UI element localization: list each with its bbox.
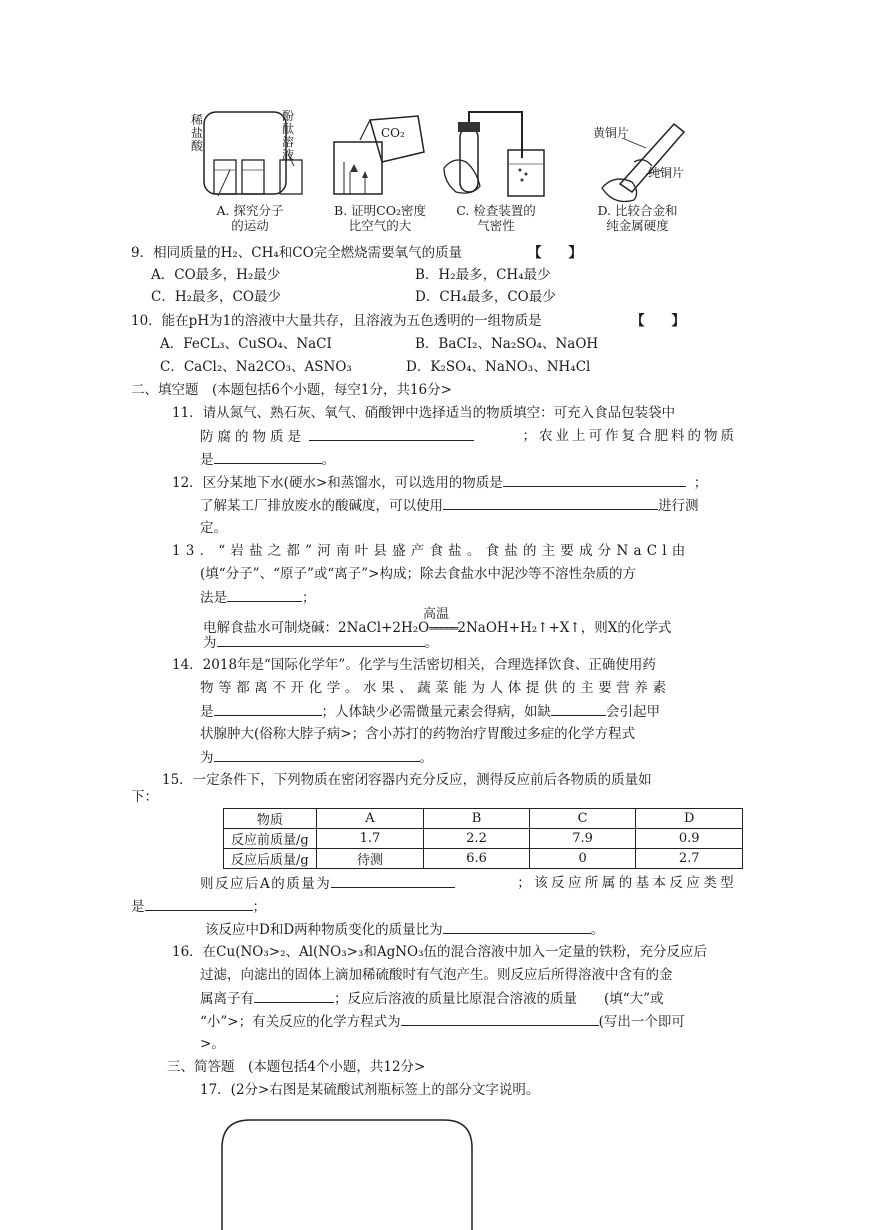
q13-blank-2[interactable] bbox=[217, 632, 425, 647]
figure-a-label-acid: 稀盐酸 bbox=[191, 113, 204, 153]
q11-blank-1[interactable] bbox=[309, 426, 474, 441]
q14-line-1: 14．2018年是“国际化学年”。化学与生活密切相关，合理选择饮食、正确使用药 bbox=[172, 657, 656, 673]
figure-a-caption-line1: A. 探究分子 bbox=[216, 203, 284, 218]
q12-blank-1[interactable] bbox=[503, 472, 686, 487]
table-header-cell: 物质 bbox=[224, 809, 317, 829]
q14-text-as: 为 bbox=[200, 750, 214, 766]
figure-d-label-copper: 纯铜片 bbox=[648, 166, 685, 180]
q11-text-antiseptic: 防腐的物质是 bbox=[200, 429, 305, 445]
q12-text-distinguish: 12．区分某地下水(硬水>和蒸馏水，可以选用的物质是 bbox=[172, 475, 503, 491]
q13-text-method: 法是 bbox=[200, 590, 227, 606]
q12-text-ph: 了解某工厂排放废水的酸碱度，可以使用 bbox=[200, 498, 443, 514]
figure-b-illustration bbox=[330, 112, 430, 198]
table-cell: 待测 bbox=[316, 849, 424, 869]
q16-line-1: 16．在Cu(NO₃>₂、Al(NO₃>₃和AgNO₃伍的混合溶液中加入一定量的铁粉，充分反应后 bbox=[172, 944, 708, 960]
q10-option-d: D．K₂SO₄、NaNO₃、NH₄Cl bbox=[406, 359, 591, 375]
q10-option-b: B．BaCI₂、Na₂SO₄、NaOH bbox=[415, 336, 599, 352]
table-cell: 7.9 bbox=[529, 829, 636, 849]
q15-text-is: 是 bbox=[131, 899, 145, 915]
q9-answer-bracket: 【 】 bbox=[528, 245, 582, 261]
q11-period: 。 bbox=[321, 452, 335, 468]
table-header-row bbox=[224, 809, 743, 829]
q13-period: 。 bbox=[424, 635, 438, 651]
table-header-cell: C bbox=[529, 809, 636, 829]
q12-line-1 bbox=[172, 472, 707, 493]
q12-line-3: 定。 bbox=[200, 520, 227, 536]
q15-line-3 bbox=[200, 873, 737, 894]
q14-line-5 bbox=[200, 747, 433, 768]
q15-line-5 bbox=[205, 919, 604, 940]
q14-line-3 bbox=[200, 701, 660, 722]
table-cell: 反应前质量/g bbox=[224, 829, 317, 849]
q9-stem: 9．相同质量的H₂、CH₄和CO完全燃烧需要氧气的质量 bbox=[131, 245, 463, 261]
q13-text-as: 为 bbox=[203, 635, 217, 651]
q14-blank-1[interactable] bbox=[214, 701, 322, 716]
figure-c-caption-line1: C. 检查装置的 bbox=[456, 203, 536, 218]
q13-equals-sign: ═════ bbox=[429, 622, 458, 635]
q13-text-products: 2NaOH+H₂↑+X↑，则X的化学式 bbox=[457, 620, 672, 636]
q16-blank-2[interactable] bbox=[401, 1011, 599, 1026]
table-header-cell: B bbox=[424, 809, 530, 829]
q15-line-4 bbox=[131, 896, 266, 917]
figure-c-illustration bbox=[442, 108, 552, 200]
q11-line-1: 11．请从氮气、熟石灰、氧气、硝酸钾中选择适当的物质填空：可充入食品包装袋中 bbox=[172, 405, 676, 421]
figure-c-caption-line2: 气密性 bbox=[477, 218, 515, 233]
q11-text-is: 是 bbox=[200, 452, 214, 468]
section-3-heading: 三、简答题 (本题包括4个小题，共12分> bbox=[167, 1059, 426, 1075]
q16-line-5: >。 bbox=[200, 1036, 225, 1052]
q9-option-b: B．H₂最多，CH₄最少 bbox=[415, 267, 551, 283]
q12-blank-2[interactable] bbox=[443, 495, 658, 510]
q15-text-reaction-type: ；该反应所属的基本反应类型 bbox=[517, 875, 737, 891]
q9-option-d: D．CH₄最多，CO最少 bbox=[415, 289, 556, 305]
q13-condition-high-temp: 高温 bbox=[423, 607, 450, 622]
q15-mass-table bbox=[223, 808, 743, 869]
figure-d-caption-line2: 纯金属硬度 bbox=[606, 218, 669, 233]
table-row bbox=[224, 849, 743, 869]
table-cell: 2.7 bbox=[636, 849, 743, 869]
q14-text-trace-elements: ；人体缺少必需微量元素会得病，如缺 bbox=[321, 704, 551, 720]
q15-text-mass-a: 则反应后A的质量为 bbox=[200, 876, 332, 892]
section-2-heading: 二、填空题 (本题包括6个小题，每空1分，共16分> bbox=[131, 382, 452, 398]
figure-d-label-brass: 黄铜片 bbox=[593, 126, 630, 140]
q17-stem: 17．(2分>右图是某硫酸试剂瓶标签上的部分文字说明。 bbox=[200, 1082, 540, 1098]
q16-text-write-one: (写出一个即可 bbox=[598, 1014, 685, 1030]
q10-option-c: C．CaCl₂、Na2CO₃、ASNO₃ bbox=[160, 359, 352, 375]
q10-stem: 10．能在pH为1的溶液中大量共存，且溶液为五色透明的一组物质是 bbox=[131, 313, 542, 329]
table-cell: 0.9 bbox=[636, 829, 743, 849]
q11-text-fertilizer: ；农业上可作复合肥料的物质 bbox=[522, 428, 737, 444]
q15-blank-3[interactable] bbox=[443, 919, 591, 934]
figure-b-caption-line2: 比空气的大 bbox=[348, 218, 412, 233]
q15-period: 。 bbox=[590, 922, 605, 938]
q15-text-mass-ratio: 该反应中D和D两种物质变化的质量比为 bbox=[205, 922, 443, 938]
q15-line-1: 15．一定条件下，下列物质在密闭容器内充分反应，测得反应前后各物质的质量如 bbox=[162, 772, 652, 788]
q12-line-2 bbox=[200, 495, 699, 516]
q13-line-5 bbox=[203, 632, 438, 653]
table-row bbox=[224, 829, 743, 849]
q12-semicolon: ； bbox=[693, 475, 708, 491]
q13-line-2: (填“分子”、“原子”或“离子”>构成；除去食盐水中泥沙等不溶性杂质的方 bbox=[200, 566, 636, 582]
q11-line-3 bbox=[200, 449, 335, 470]
q13-semicolon: ； bbox=[302, 590, 316, 606]
table-cell: 1.7 bbox=[316, 829, 424, 849]
q13-blank-1[interactable] bbox=[227, 587, 302, 602]
table-cell: 0 bbox=[529, 849, 636, 869]
q16-text-solution-mass: ；反应后溶液的质量比原混合溶液的质量 (填“大”或 bbox=[334, 991, 664, 1007]
figure-a-caption-line2: 的运动 bbox=[231, 218, 269, 233]
table-cell: 反应后质量/g bbox=[224, 849, 317, 869]
q14-line-2: 物等都离不开化学。水果、蔬菜能为人体提供的主要营养素 bbox=[200, 680, 671, 696]
q15-line-2: 下： bbox=[131, 789, 158, 805]
q13-line-3 bbox=[200, 587, 316, 608]
q9-option-c: C．H₂最多，CO最少 bbox=[151, 289, 281, 305]
q16-line-3 bbox=[200, 988, 664, 1009]
q10-answer-bracket: 【 】 bbox=[631, 313, 685, 329]
q13-text-electrolysis: 电解食盐水可制烧碱：2NaCl+2H₂O bbox=[203, 620, 430, 636]
q10-option-a: A．FeCL₃、CuSO₄、NaCI bbox=[160, 336, 332, 352]
table-header-cell: A bbox=[316, 809, 424, 829]
q9-option-a: A．CO最多，H₂最少 bbox=[151, 267, 281, 283]
q13-line-1: 13．“岩盐之都”河南叶县盛产食盐。食盐的主要成分NaCl由 bbox=[172, 543, 691, 559]
q16-text-equation: “小”>；有关反应的化学方程式为 bbox=[200, 1014, 401, 1030]
q14-text-is: 是 bbox=[200, 704, 214, 720]
q11-line-2 bbox=[200, 426, 737, 447]
table-cell: 6.6 bbox=[424, 849, 530, 869]
q14-text-thyroid: 会引起甲 bbox=[606, 704, 660, 720]
reagent-label-outline bbox=[220, 1118, 476, 1230]
q14-blank-3[interactable] bbox=[214, 747, 420, 762]
q14-period: 。 bbox=[419, 750, 433, 766]
q16-line-4 bbox=[200, 1011, 685, 1032]
q15-semicolon: ； bbox=[252, 899, 266, 915]
figure-b-caption-line1: B. 证明CO₂密度 bbox=[334, 203, 426, 218]
table-cell: 2.2 bbox=[424, 829, 530, 849]
figure-d-caption-line1: D. 比较合金和 bbox=[597, 203, 678, 218]
q14-blank-2[interactable] bbox=[551, 701, 606, 716]
q14-line-4: 状腺肿大(俗称大脖子病>；含小苏打的药物治疗胃酸过多症的化学方程式 bbox=[200, 726, 636, 742]
q15-blank-1[interactable] bbox=[331, 873, 455, 888]
table-header-cell: D bbox=[636, 809, 743, 829]
q15-blank-2[interactable] bbox=[145, 896, 253, 911]
q12-text-measure: 进行测 bbox=[658, 498, 699, 514]
q11-blank-2[interactable] bbox=[214, 449, 322, 464]
q16-blank-1[interactable] bbox=[254, 988, 334, 1003]
q16-line-2: 过滤，向滤出的固体上滴加稀硫酸时有气泡产生。则反应后所得溶液中含有的金 bbox=[200, 967, 673, 983]
figure-b-label-co2: CO₂ bbox=[381, 126, 405, 140]
figure-a-label-phenolphthalein: 酚酞溶液 bbox=[282, 109, 295, 162]
q16-text-metal-ions: 属离子有 bbox=[200, 991, 254, 1007]
